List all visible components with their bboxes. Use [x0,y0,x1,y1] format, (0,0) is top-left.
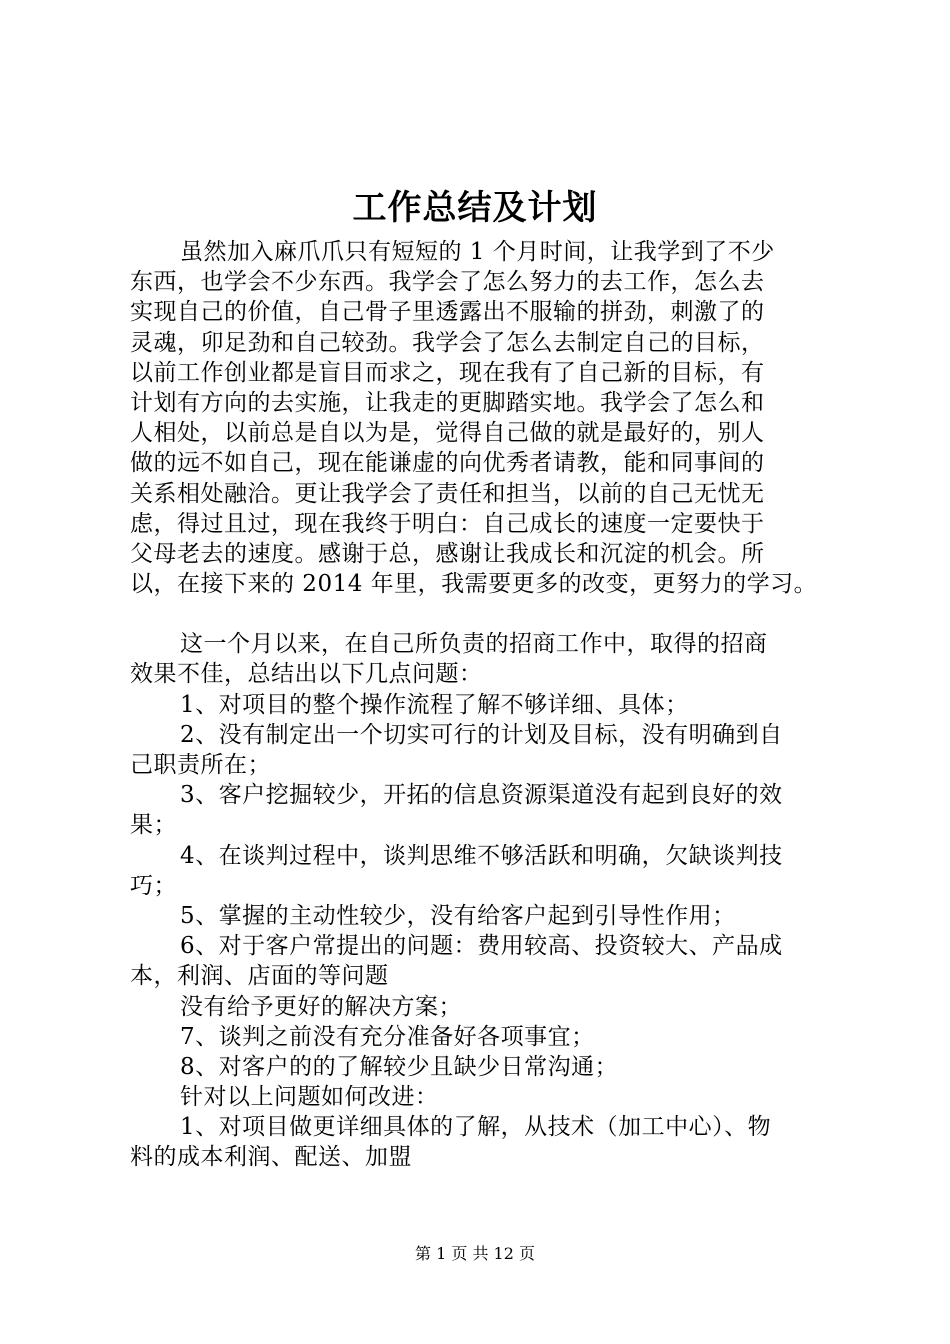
list-item: 4、在谈判过程中，谈判思维不够活跃和明确，欠缺谈判技 [180,842,783,869]
list-item-continued: 巧； [130,872,177,899]
text-line: 灵魂，卯足劲和自己较劲。我学会了怎么去制定自己的目标， [130,329,765,356]
text-line: 计划有方向的去实施，让我走的更脚踏实地。我学会了怎么和 [130,389,765,416]
text-line: 关系相处融洽。更让我学会了责任和担当，以前的自己无忧无 [130,480,765,507]
list-item: 2、没有制定出一个切实可行的计划及目标，没有明确到自 [180,721,783,748]
list-item: 7、谈判之前没有充分准备好各项事宜； [180,1023,595,1050]
list-item: 1、对项目做更详细具体的了解，从技术（加工中心）、物 [180,1114,772,1141]
text-line: 实现自己的价值，自己骨子里透露出不服输的拼劲，刺激了的 [130,299,765,326]
list-item: 6、对于客户常提出的问题：费用较高、投资较大、产品成 [180,933,783,960]
section-heading: 针对以上问题如何改进： [180,1084,439,1111]
text-line: 效果不佳，总结出以下几点问题： [130,661,483,688]
list-item-continued: 没有给予更好的解决方案； [180,993,462,1020]
list-item-continued: 本，利润、店面的等问题 [130,963,389,990]
list-item: 5、掌握的主动性较少，没有给客户起到引导性作用； [180,902,736,929]
list-item: 8、对客户的的了解较少且缺少日常沟通； [180,1053,619,1080]
text-line: 做的远不如自己，现在能谦虚的向优秀者请教，能和同事间的 [130,450,765,477]
list-item-continued: 果； [130,812,177,839]
text-line: 以，在接下来的 2014 年里，我需要更多的改变，更努力的学习。 [130,571,818,598]
list-item: 1、对项目的整个操作流程了解不够详细、具体； [180,691,689,718]
text-line: 东西，也学会不少东西。我学会了怎么努力的去工作，怎么去 [130,269,765,296]
document-title: 工作总结及计划 [352,188,598,228]
text-line: 虽然加入麻爪爪只有短短的 1 个月时间，让我学到了不少 [180,239,775,265]
document-body [130,237,830,1173]
list-item: 3、客户挖掘较少，开拓的信息资源渠道没有起到良好的效 [180,782,783,809]
text-line: 父母老去的速度。感谢于总，感谢让我成长和沉淀的机会。所 [130,540,765,567]
page-footer: 第 1 页 共 12 页 [415,1244,535,1263]
list-item-continued: 料的成本利润、配送、加盟 [130,1144,412,1171]
text-line: 人相处，以前总是自以为是，觉得自己做的就是最好的，别人 [130,420,765,447]
list-item-continued: 己职责所在； [130,752,271,778]
text-line: 虑，得过且过，现在我终于明白：自己成长的速度一定要快于 [130,510,765,537]
paragraph-gap [130,599,830,629]
text-line: 以前工作创业都是盲目而求之，现在我有了自己新的目标，有 [130,359,765,386]
text-line: 这一个月以来，在自己所负责的招商工作中，取得的招商 [180,631,768,658]
